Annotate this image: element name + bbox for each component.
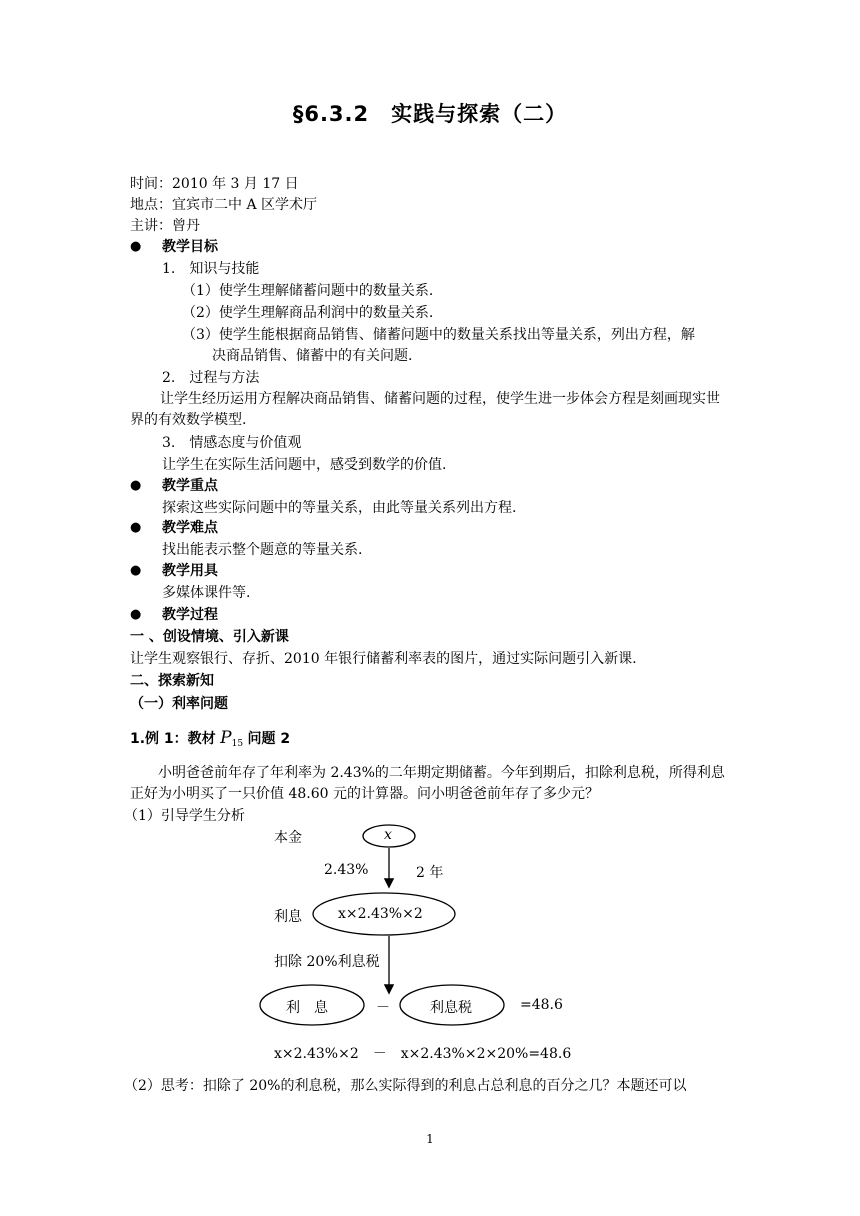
textbook-page-var: P <box>220 728 232 748</box>
equation: x×2.43%×2 － x×2.43%×2×20%=48.6 <box>274 1046 572 1062</box>
interest-label: 利息 <box>274 909 302 925</box>
objective-item-3b: 决商品销售、储蓄中的有关问题. <box>212 348 413 364</box>
objective-subheading-1: 1. 知识与技能 <box>162 261 260 277</box>
interest-expression: x×2.43%×2 <box>338 906 423 922</box>
equals-value: =48.6 <box>520 997 563 1013</box>
meta-place: 地点：宜宾市二中 A 区学术厅 <box>130 197 318 213</box>
bullet-icon: ● <box>130 607 142 622</box>
rate-label: 2.43% <box>324 862 369 878</box>
example-problem-label: 问题 2 <box>247 731 291 747</box>
tools-text: 多媒体课件等. <box>162 585 251 601</box>
example-label: 1.例 1：教材 <box>130 731 216 747</box>
section-1-text: 让学生观察银行、存折、2010 年银行储蓄利率表的图片，通过实际问题引入新课. <box>130 651 637 667</box>
deduct-label: 扣除 20%利息税 <box>274 954 380 970</box>
page-title: §6.3.2 实践与探索（二） <box>292 102 568 126</box>
years-label: 2 年 <box>416 865 444 881</box>
section-1-heading: 一 、创设情境、引入新课 <box>130 629 289 645</box>
principal-label: 本金 <box>274 830 302 846</box>
key-points-text: 探索这些实际问题中的等量关系，由此等量关系列出方程. <box>162 500 517 516</box>
objective-item-1: （1）使学生理解储蓄问题中的数量关系. <box>182 283 434 299</box>
section-2-heading: 二、探索新知 <box>130 673 214 689</box>
meta-time: 时间：2010 年 3 月 17 日 <box>130 176 299 192</box>
guide-text: （1）引导学生分析 <box>124 808 245 824</box>
page-number: 1 <box>426 1132 434 1146</box>
tools-heading: 教学用具 <box>162 563 218 579</box>
difficulty-text: 找出能表示整个题意的等量关系. <box>162 542 363 558</box>
objective-item-2: （2）使学生理解商品利润中的数量关系. <box>182 305 434 321</box>
principal-variable: x <box>384 827 392 843</box>
minus-sign: － <box>376 1000 390 1016</box>
tax-label: 利息税 <box>430 1000 472 1016</box>
bullet-icon: ● <box>130 478 142 493</box>
key-points-heading: 教学重点 <box>162 478 218 494</box>
objective-item-3a: （3）使学生能根据商品销售、储蓄问题中的数量关系找出等量关系，列出方程，解 <box>182 327 695 343</box>
textbook-page-number: 15 <box>231 739 244 749</box>
difficulty-heading: 教学难点 <box>162 520 218 536</box>
objective-paragraph-2: 让学生经历运用方程解决商品销售、储蓄问题的过程，使学生进一步体会方程是刻画现实世界的有效数学模型. <box>130 391 720 428</box>
bullet-icon: ● <box>130 239 142 254</box>
subsection-heading: （一）利率问题 <box>130 696 228 712</box>
lixi-label: 利 息 <box>286 1000 328 1016</box>
objective-subheading-3: 3. 情感态度与价值观 <box>162 435 302 451</box>
think-text: （2）思考：扣除了 20%的利息税，那么实际得到的利息占总利息的百分之几？本题还可以 <box>124 1078 687 1094</box>
process-heading: 教学过程 <box>162 607 218 623</box>
objective-subheading-2: 2. 过程与方法 <box>162 370 260 386</box>
objectives-heading: 教学目标 <box>162 239 218 255</box>
meta-speaker: 主讲：曾丹 <box>130 218 200 234</box>
bullet-icon: ● <box>130 520 142 535</box>
bullet-icon: ● <box>130 563 142 578</box>
objective-paragraph-3: 让学生在实际生活问题中，感受到数学的价值. <box>162 457 447 473</box>
example-text: 小明爸爸前年存了年利率为 2.43%的二年期定期储蓄。今年到期后，扣除利息税，所得利息正好为小明买了一只价值 48.60 元的计算器。问小明爸爸前年存了多少元？ <box>130 765 725 802</box>
